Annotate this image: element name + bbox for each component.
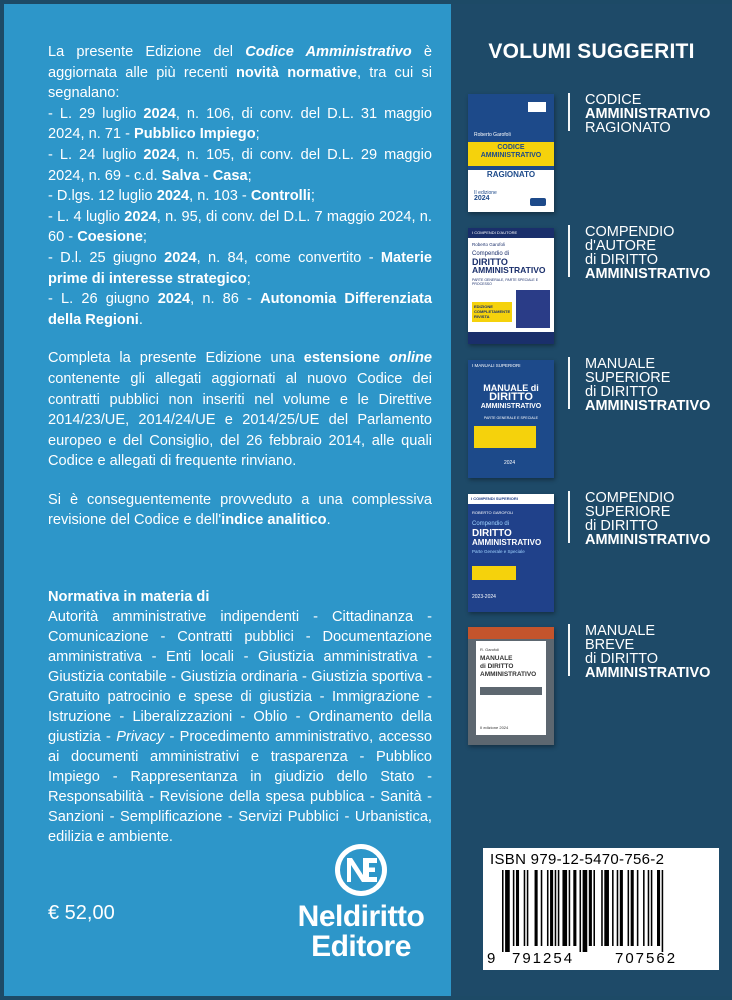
barcode-bar — [558, 870, 560, 946]
barcode-bar — [662, 870, 664, 952]
intro-text-run: La presente Edizione del — [48, 44, 246, 60]
publisher-logo — [271, 842, 451, 962]
intro-paragraph — [48, 42, 432, 104]
barcode-bar — [583, 870, 588, 952]
barcode-bar — [612, 870, 614, 946]
update-item: - L. 26 giugno 2024, n. 86 - Autonomia Differenziata della Regioni. — [48, 291, 432, 328]
barcode-bar — [631, 870, 634, 946]
barcode-bar — [648, 870, 650, 946]
novita-normative: novità normative — [235, 64, 357, 81]
normativa-list: Autorità amministrative indipendenti - Cittadinanza - Comunicazione - Contratti pubblici - Documentazione amministrativa - Enti locali - Giustizia amministrativa - Giustizia contabile - Giustizia ordinaria - Giustizia sportiva - Gratuito patrocinio e spese di giustizia - Immigrazione - Istruzione - Liberalizzazioni - Oblio - Ordinamento della giustizia - Privacy - Procedimento amministrativo, accesso ai documenti amministrativi e trasparenza - Pubblico Impiego - Rappresentanza in giudizio dello Stato - Responsabilità - Revisione della spesa pubblica - Sanità - Sanzioni - Semplificazione - Servizi Pubblici - Urbanistica, edilizia e ambiente. — [48, 609, 433, 845]
barcode-bar — [569, 870, 571, 946]
normativa-section — [48, 587, 432, 847]
barcode-digits-right: 707562 — [615, 950, 678, 967]
barcode-bar — [593, 870, 595, 946]
barcode-bar — [628, 870, 630, 946]
barcode-bar — [651, 870, 653, 946]
barcode-digits-left: 791254 — [512, 950, 575, 967]
update-item: - L. 4 luglio 2024, n. 95, di conv. del D.L. 7 maggio 2024, n. 60 - Coesione; — [48, 208, 432, 246]
sidebar-title: VOLUMI SUGGERITI — [488, 40, 695, 63]
intro-text-run: , tra cui si segnalano: — [48, 64, 433, 102]
intro-text-run: è aggiornata alle più recenti — [48, 44, 433, 81]
barcode-bar — [601, 870, 603, 946]
barcode-bar — [502, 870, 504, 952]
barcode-bar — [620, 870, 623, 946]
publisher-name: Neldiritto Editore — [297, 900, 425, 963]
caption-separator — [568, 225, 570, 277]
barcode-bar — [541, 870, 543, 946]
book-caption-1: CODICE AMMINISTRATIVO RAGIONATO — [585, 92, 711, 136]
book-cover-manuale-breve: R. Garofoli MANUALE di DIRITTO AMMINISTRATIVO II edizione 2024 — [468, 627, 554, 745]
barcode-bar — [547, 870, 549, 946]
book-caption-4: COMPENDIO SUPERIORE di DIRITTO AMMINISTRATIVO — [585, 490, 711, 548]
bottom-border — [0, 996, 732, 1000]
barcode — [500, 870, 712, 952]
book-caption-3: MANUALE SUPERIORE di DIRITTO AMMINISTRATIVO — [585, 356, 711, 414]
barcode-bar — [580, 870, 582, 952]
caption-separator — [568, 624, 570, 676]
book-cover-manuale-superiore: I MANUALI SUPERIORI MANUALE di DIRITTO AMMINISTRATIVO PARTE GENERALE E SPECIALE 2024 — [468, 360, 554, 478]
update-item: - L. 24 luglio 2024, n. 105, di conv. del D.L. 29 maggio 2024, n. 69 - c.d. Salva - Casa; — [48, 146, 433, 184]
book-cover-compendio-superiore: I COMPENDI SUPERIORI ROBERTO GAROFOLI Compendio di DIRITTO AMMINISTRATIVO Parte Generale e Speciale 2023-2024 — [468, 494, 554, 612]
isbn-label: ISBN 979-12-5470-756-2 — [490, 851, 665, 868]
barcode-bar — [617, 870, 619, 946]
barcode-bar — [555, 870, 557, 946]
left-border — [0, 0, 4, 1000]
caption-separator — [568, 357, 570, 409]
barcode-bar — [505, 870, 510, 952]
publisher-logo-icon — [333, 842, 389, 898]
barcode-bar — [657, 870, 660, 946]
barcode-bar — [643, 870, 645, 946]
barcode-bar — [513, 870, 515, 946]
barcode-bar — [550, 870, 553, 946]
top-border — [0, 0, 732, 4]
intro-text — [48, 42, 432, 531]
book-cover-compendio-autore: I COMPENDI D'AUTORE Roberto Garofoli Compendio di DIRITTO AMMINISTRATIVO PARTE GENERALE, PARTE SPECIALE E PROCESSO EDIZIONE COMPLETAMENTE RIVISTA — [468, 228, 554, 344]
book-caption-2: COMPENDIO d'AUTORE di DIRITTO AMMINISTRATIVO — [585, 224, 711, 282]
barcode-lead-digit: 9 — [487, 950, 498, 967]
barcode-bar — [527, 870, 529, 946]
book-caption-5: MANUALE BREVE di DIRITTO AMMINISTRATIVO — [585, 623, 711, 681]
caption-separator — [568, 93, 570, 131]
caption-separator — [568, 491, 570, 543]
barcode-bar — [535, 870, 538, 946]
barcode-bar — [604, 870, 609, 946]
barcode-bar — [573, 870, 576, 946]
price: € 52,00 — [48, 902, 115, 924]
barcode-bar — [637, 870, 639, 946]
updates-list — [48, 104, 432, 331]
barcode-bar — [516, 870, 519, 946]
barcode-bar — [524, 870, 526, 946]
barcode-bar — [589, 870, 592, 946]
code-title: Codice Amministrativo — [245, 44, 412, 60]
online-extension-paragraph: Completa la presente Edizione una estensione online contenente gli allegati aggiornati al nuovo Codice dei contratti pubblici non inseriti nel volume e le Direttive 2014/23/UE, 2014/24/UE e 2014/25/UE del Parlamento europeo e del Consiglio, del 26 febbraio 2014, alle quali Codice e allegati di frequente rinviano. — [48, 350, 432, 470]
normativa-title: Normativa in materia di — [48, 589, 210, 605]
update-item: - D.l. 25 giugno 2024, n. 84, come convertito - Materie prime di interesse strategico; — [48, 249, 432, 287]
book-cover-codice-ragionato: Roberto Garofoli CODICE AMMINISTRATIVO RAGIONATO II edizione 2024 — [468, 94, 554, 212]
barcode-bar — [562, 870, 567, 946]
update-item: - L. 29 luglio 2024, n. 106, di conv. del D.L. 31 maggio 2024, n. 71 - Pubblico Impiego; — [48, 105, 433, 143]
revision-paragraph: Si è conseguentemente provveduto a una complessiva revisione del Codice e dell'indice analitico. — [48, 491, 432, 529]
update-item: - D.lgs. 12 luglio 2024, n. 103 - Controlli; — [48, 188, 315, 205]
